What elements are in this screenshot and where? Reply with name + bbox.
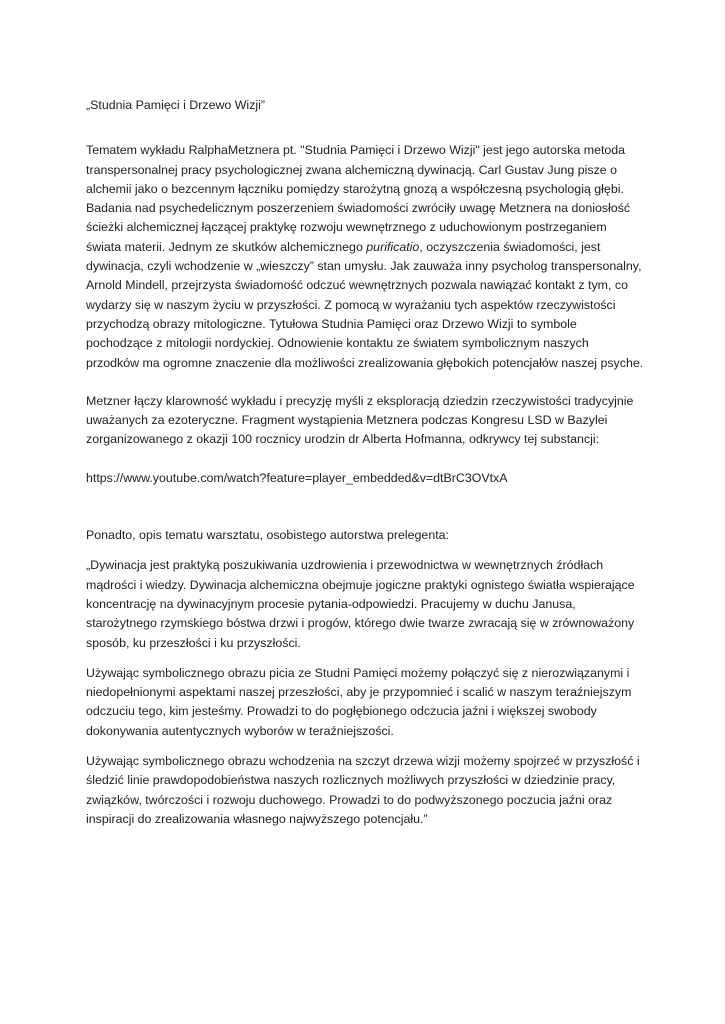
quote-paragraph-2 xyxy=(86,664,646,741)
italic-term: purificatio xyxy=(366,239,420,254)
paragraph-line: przodków ma ogromne znaczenie dla możliwości zrealizowania głębokich potencjałów naszej psyche. xyxy=(86,355,644,370)
paragraph-line: Używając symbolicznego obrazu picia ze Studni Pamięci możemy połączyć się z nierozwiązanymi i xyxy=(86,665,630,680)
text-segment: , oczyszczenia świadomości, jest xyxy=(419,239,601,254)
paragraph-line: inspiracji do zrealizowania własnego najwyższego potencjału.” xyxy=(86,811,428,826)
paragraph-line: śledzić linie prawdopodobieństwa naszych rozlicznych możliwych przyszłości w dziedzinie pracy, xyxy=(86,773,616,788)
quote-paragraph-1 xyxy=(86,556,646,652)
paragraph-line: zorganizowanego z okazji 100 rocznicy urodzin dr Alberta Hofmanna, odkrywcy tej substancji: xyxy=(86,432,600,447)
paragraph-line: Tematem wykładu RalphaMetznera pt. "Studnia Pamięci i Drzewo Wizji" jest jego autorska metoda xyxy=(86,143,626,158)
paragraph-line: Badania nad psychedelicznym poszerzeniem świadomości zwróciły uwagę Metznera na doniosłość xyxy=(86,201,631,216)
paragraph-line: Używając symbolicznego obrazu wchodzenia na szczyt drzewa wizji możemy spojrzeć w przyszłość i xyxy=(86,754,640,769)
paragraph-line: dywinacja, czyli wchodzenie w „wieszczy” stan umysłu. Jak zauważa inny psycholog transpersonalny, xyxy=(86,259,642,274)
paragraph-line: starożytnego rzymskiego bóstwa drzwi i progów, którego dwie twarze zwracają się w zrównoważony xyxy=(86,616,635,631)
paragraph-line: alchemii jako o bezcennym łączniku pomiędzy starożytną gnozą a współczesną psychologią głębi. xyxy=(86,181,624,196)
intro-paragraph xyxy=(86,141,646,373)
paragraph-line: odczuciu tego, kim jesteśmy. Prowadzi to do pogłębionego odczucia jaźni i większej swobody xyxy=(86,704,597,719)
video-url[interactable] xyxy=(86,469,646,488)
paragraph-line: przychodzą obrazy mitologiczne. Tytułowa Studnia Pamięci oraz Drzewo Wizji to symbole xyxy=(86,316,577,331)
paragraph-line: dokonywania autentycznych wyborów w teraźniejszości. xyxy=(86,723,394,738)
paragraph-line-mixed xyxy=(86,238,646,257)
url-text[interactable]: https://www.youtube.com/watch?feature=player_embedded&v=dtBrC3OVtxA xyxy=(86,470,508,485)
paragraph-line: ścieżki alchemicznej łączącej praktykę rozwoju wewnętrznego z uduchowionym postrzeganiem xyxy=(86,220,607,235)
title-line: „Studnia Pamięci i Drzewo Wizji” xyxy=(86,98,266,112)
paragraph-line: pochodzące z mitologii nordyckiej. Odnowienie kontaktu ze światem symbolicznym naszych xyxy=(86,336,589,351)
paragraph-line: transpersonalnej pracy psychologicznej zwana alchemiczną dywinacją. Carl Gustav Jung pisze o xyxy=(86,162,618,177)
paragraph-line: koncentrację na dywinacyjnym procesie pytania-odpowiedzi. Pracujemy w duchu Janusa, xyxy=(86,596,576,611)
paragraph-line: wydarzy się w naszym życiu w przyszłości. Z pomocą w wyrażaniu tych aspektów rzeczywistości xyxy=(86,297,616,312)
paragraph-line: Metzner łączy klarowność wykładu i precyzję myśli z eksploracją dziedzin rzeczywistości tradycyjnie xyxy=(86,393,634,408)
paragraph-line: Ponadto, opis tematu warsztatu, osobistego autorstwa prelegenta: xyxy=(86,528,449,543)
quote-paragraph-3 xyxy=(86,752,646,829)
paragraph-line: sposób, ku przeszłości i ku przyszłości. xyxy=(86,635,301,650)
workshop-intro xyxy=(86,526,646,545)
document-title xyxy=(86,96,646,115)
paragraph-line: związków, twórczości i rozwoju duchowego. Prowadzi to do podwyższonego poczucia jaźni oraz xyxy=(86,792,613,807)
paragraph-line: „Dywinacja jest praktyką poszukiwania uzdrowienia i przewodnictwa w wewnętrznych źródłach xyxy=(86,558,604,573)
paragraph-line: Arnold Mindell, przejrzysta świadomość odczuć wewnętrznych pozwala nawiązać kontakt z tym, co xyxy=(86,278,628,293)
second-paragraph xyxy=(86,392,646,450)
paragraph-line: mądrości i wiedzy. Dywinacja alchemiczna obejmuje jogiczne praktyki ognistego światła wspierające xyxy=(86,577,635,592)
paragraph-line: niedopełnionymi aspektami naszej przeszłości, aby je przypomnieć i scalić w naszym teraźniejszym xyxy=(86,685,632,700)
text-segment: świata materii. Jednym ze skutków alchemicznego xyxy=(86,239,367,254)
document-page xyxy=(86,96,646,829)
paragraph-line: uważanych za ezoteryczne. Fragment wystąpienia Metznera podczas Kongresu LSD w Bazylei xyxy=(86,413,608,428)
